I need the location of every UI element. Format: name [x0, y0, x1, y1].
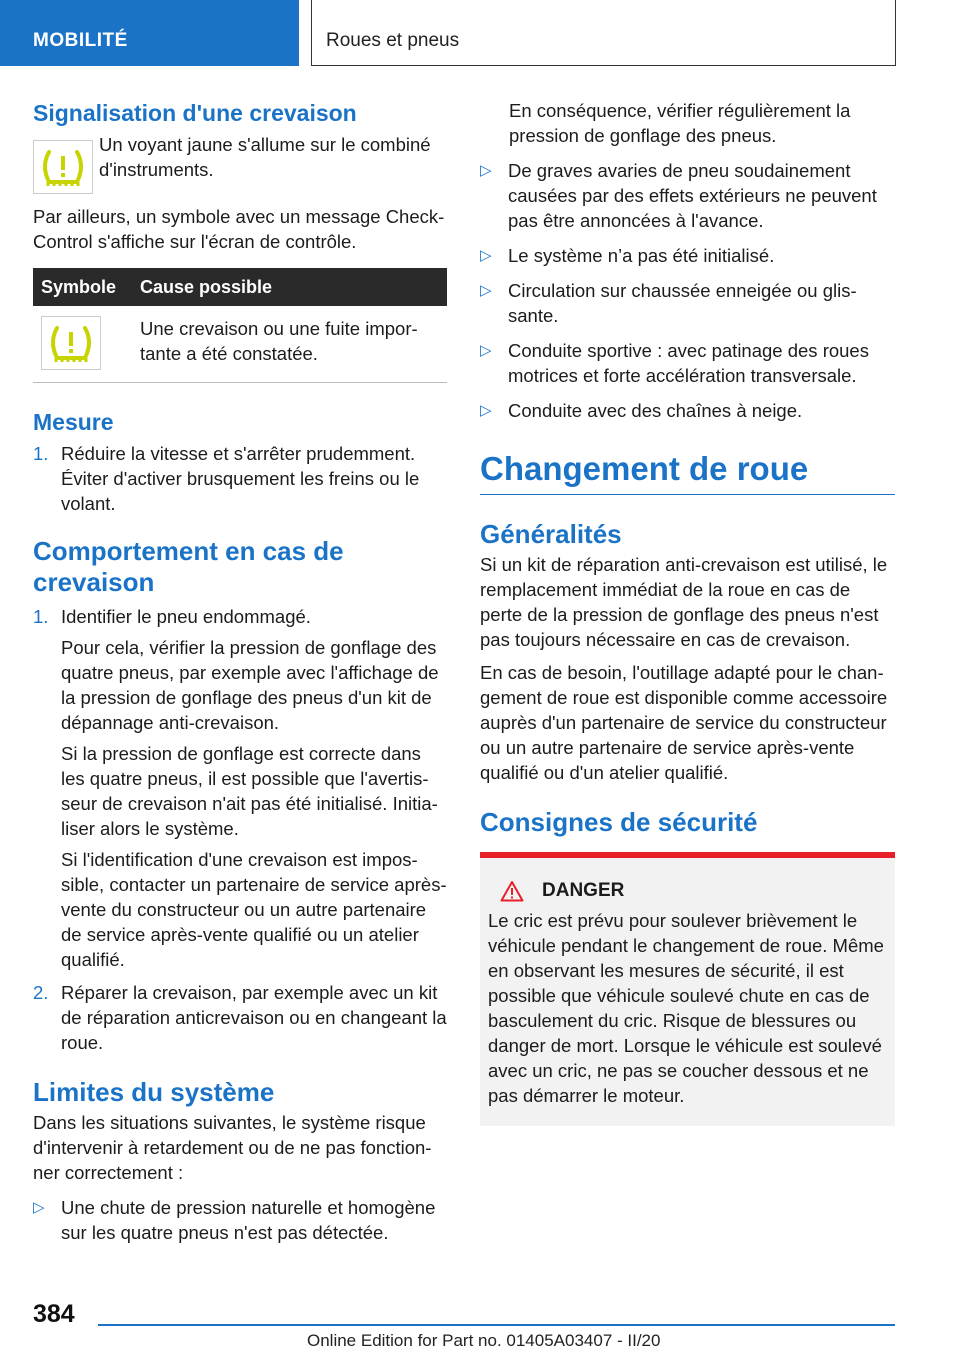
list-item: ▷ Circulation sur chaussée enneigée ou glissante.	[480, 280, 857, 326]
comportement-list	[33, 604, 447, 1055]
section-tab: MOBILITÉ	[0, 0, 299, 66]
list-item: 1. Identifier le pneu endommagé. Pour cela, vérifier la pression de gonflage des quatre pneus, par exemple avec l'affichage de la pression de gonflage des pneus d'un kit de dépannage anti-crevaison. Si la pression de gonflage est correcte dans les quatre pneus, il est possible que l'avertisseur de crevaison n'ait pas été initialisé. Initialiser alors le système. Si l'identification d'une crevaison est impossible, contacter un partenaire de service après-vente du constructeur ou un autre partenaire de service après-vente qualifié ou un atelier qualifié.	[33, 606, 447, 970]
col-header-cause: Cause possible	[132, 268, 447, 306]
intro-text: Un voyant jaune s'allume sur le combiné d'instruments.	[99, 134, 431, 180]
intro-block	[33, 132, 447, 194]
limites-list-continued	[480, 158, 895, 423]
check-control-text: Par ailleurs, un symbole avec un message Check-Control s'affiche sur l'écran de contrôle.	[33, 206, 445, 252]
left-column	[33, 98, 447, 1245]
list-item: ▷ Conduite sportive : avec patinage des roues motrices et forte accélération transversale.	[480, 340, 869, 386]
heading-consignes: Consignes de sécurité	[480, 807, 758, 837]
limites-text: Dans les situations suivantes, le système risque d'intervenir à retardement ou de ne pas fonctionner correctement :	[33, 1112, 432, 1183]
warning-triangle-icon	[500, 880, 524, 902]
danger-label: DANGER	[542, 880, 625, 901]
continued-text: En conséquence, vérifier régulièrement la pression de gonflage des pneus.	[509, 100, 851, 146]
footer-divider	[98, 1324, 895, 1326]
heading-mesure: Mesure	[33, 409, 114, 435]
list-item: 2. Réparer la crevaison, par exemple avec un kit de réparation anticrevaison ou en changeant la roue.	[33, 982, 447, 1053]
symbol-table	[33, 268, 447, 383]
chapter-title: Roues et pneus	[311, 0, 896, 66]
danger-text: Le cric est prévu pour soulever brièvement le véhicule pendant le changement de roue. Même en observant les mesures de sécurité, il est possible que véhicule soulevé chute en cas de basculement du cric. Risque de blessures ou danger de mort. Lorsque le véhicule est soulevé avec un cric, ne pas se coucher dessous et ne pas démarrer le moteur.	[488, 910, 884, 1106]
limites-list	[33, 1195, 447, 1245]
page-header	[0, 0, 960, 66]
edition-text: Online Edition for Part no. 01405A03407 - II/20	[307, 1331, 661, 1350]
triangle-bullet-icon: ▷	[33, 1199, 45, 1216]
right-column	[480, 98, 895, 1126]
triangle-bullet-icon: ▷	[480, 402, 492, 419]
heading-changement-de-roue: Changement de roue	[480, 449, 895, 495]
mesure-list	[33, 441, 447, 516]
table-header-row	[33, 268, 447, 306]
col-header-symbol: Symbole	[33, 268, 132, 306]
heading-limites: Limites du système	[33, 1077, 275, 1107]
triangle-bullet-icon: ▷	[480, 247, 492, 264]
heading-generalites: Généralités	[480, 519, 622, 549]
list-item: ▷ Le système n’a pas été initialisé.	[480, 245, 775, 266]
list-item: ▷ Conduite avec des chaînes à neige.	[480, 400, 803, 421]
heading-comportement: Comportement en cas de crevaison	[33, 536, 344, 597]
heading-signalisation: Signalisation d'une crevaison	[33, 100, 357, 126]
generalites-text-2: En cas de besoin, l'outillage adapté pour le changement de roue est disponible comme accessoire auprès d'un partenaire de service du constructeur ou un autre partenaire de service après-vente qualifié ou d'un atelier qualifié.	[480, 662, 888, 783]
triangle-bullet-icon: ▷	[480, 282, 492, 299]
table-row	[33, 306, 447, 383]
triangle-bullet-icon: ▷	[480, 342, 492, 359]
cause-cell: Une crevaison ou une fuite importante a été constatée.	[132, 306, 447, 383]
triangle-bullet-icon: ▷	[480, 162, 492, 179]
list-item: ▷ Une chute de pression naturelle et homogène sur les quatre pneus n'est pas détectée.	[33, 1197, 436, 1243]
danger-notice	[480, 852, 895, 1126]
list-item: 1. Réduire la vitesse et s'arrêter prudemment. Éviter d'activer brusquement les freins ou le volant.	[33, 443, 420, 514]
tire-pressure-warning-icon	[33, 140, 93, 194]
list-item: ▷ De graves avaries de pneu soudainement causées par des effets extérieurs ne peuvent pas être annoncées à l'avance.	[480, 160, 877, 231]
generalites-text-1: Si un kit de réparation anti-crevaison est utilisé, le remplacement immédiat de la roue en cas de perte de la pression de gonflage des pneus n'est pas toujours nécessaire en cas de crevaison.	[480, 554, 888, 650]
page-number: 384	[33, 1300, 75, 1328]
tire-pressure-warning-icon	[41, 316, 101, 370]
